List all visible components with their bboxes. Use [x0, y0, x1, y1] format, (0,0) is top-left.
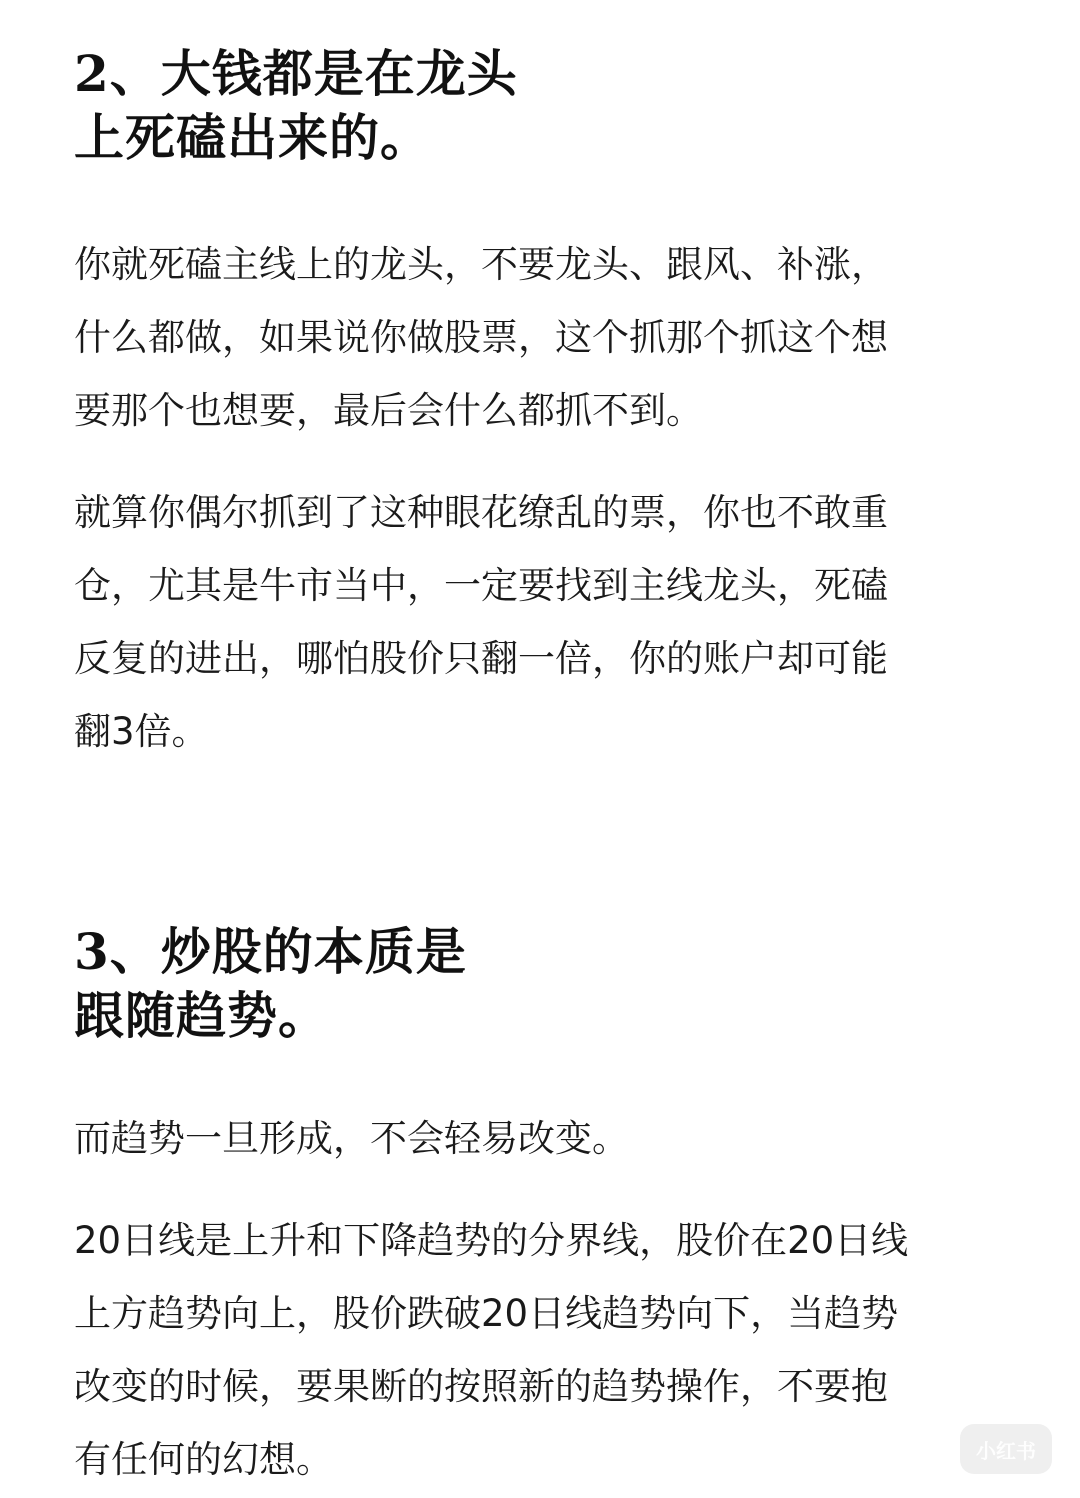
heading-line: 上死磕出来的。: [74, 108, 431, 167]
section-heading-2: [74, 42, 518, 170]
text-line: 反复的进出，哪怕股价只翻一倍，你的账户却可能: [74, 637, 888, 680]
text-line: 有任何的幻想。: [74, 1438, 333, 1481]
text-line: 什么都做，如果说你做股票，这个抓那个抓这个想: [74, 316, 888, 359]
text-line: 翻3倍。: [74, 710, 209, 753]
paragraph: [74, 1102, 1004, 1175]
paragraph: [74, 228, 1004, 447]
heading-line: 2、大钱都是在龙头: [74, 44, 518, 103]
text-line: 20日线是上升和下降趋势的分界线，股价在20日线: [74, 1219, 909, 1262]
paragraph: [74, 1204, 1004, 1496]
heading-line: 3、炒股的本质是: [74, 922, 467, 981]
watermark-logo-text: 小红书: [976, 1438, 1036, 1463]
text-line: 上方趋势向上，股价跌破20日线趋势向下，当趋势: [74, 1292, 899, 1335]
text-line: 你就死磕主线上的龙头，不要龙头、跟风、补涨，: [74, 243, 888, 286]
text-line: 仓，尤其是牛市当中，一定要找到主线龙头，死磕: [74, 564, 888, 607]
heading-line: 跟随趋势。: [74, 986, 329, 1045]
text-line: 而趋势一旦形成，不会轻易改变。: [74, 1117, 629, 1160]
watermark-logo: [960, 1424, 1052, 1474]
paragraph: [74, 476, 1004, 768]
text-line: 要那个也想要，最后会什么都抓不到。: [74, 389, 703, 432]
text-line: 就算你偶尔抓到了这种眼花缭乱的票，你也不敢重: [74, 491, 888, 534]
section-heading-3: [74, 920, 467, 1048]
text-line: 改变的时候，要果断的按照新的趋势操作，不要抱: [74, 1365, 888, 1408]
